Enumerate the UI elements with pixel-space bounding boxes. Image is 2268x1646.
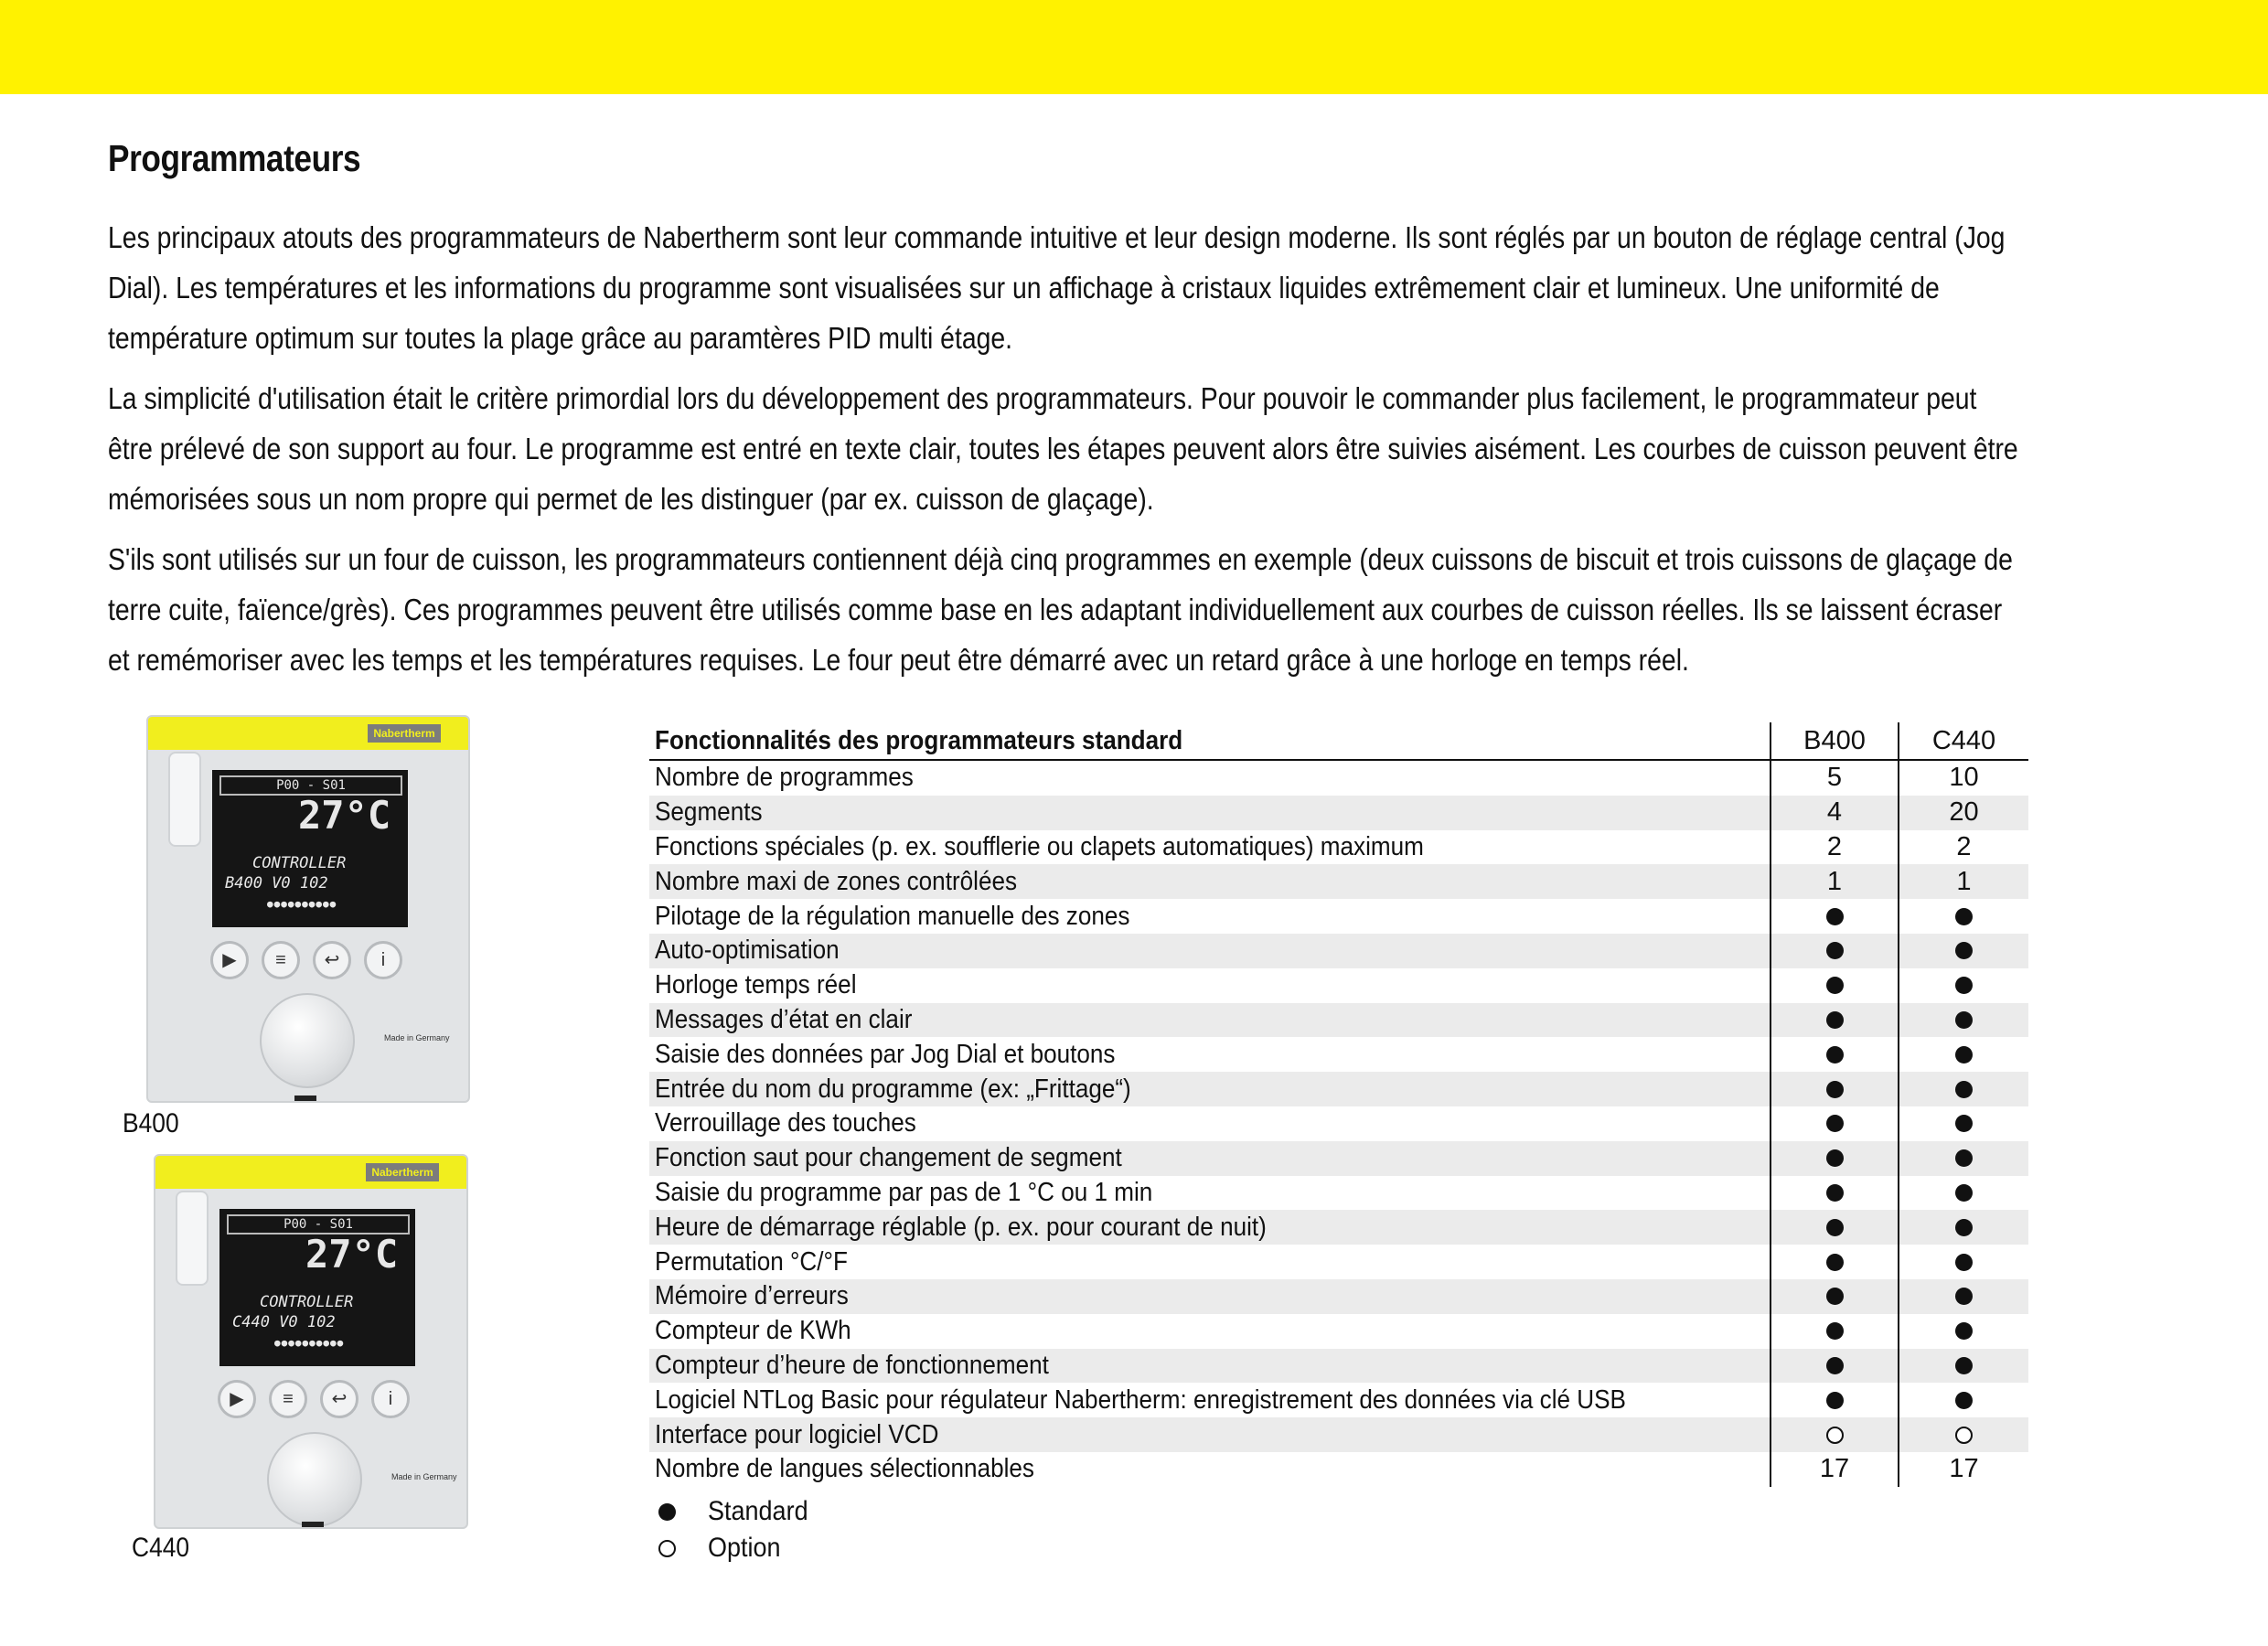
device-foot — [302, 1522, 324, 1527]
filled-dot-icon — [1826, 942, 1844, 959]
page-title: Programmateurs — [108, 137, 361, 179]
filled-dot-icon — [1826, 1322, 1844, 1340]
filled-dot-icon — [1955, 1115, 1973, 1132]
table-body — [649, 761, 2028, 1487]
feature-cell: Pilotage de la régulation manuelle des zones — [655, 901, 1130, 931]
filled-dot-icon — [1955, 1254, 1973, 1271]
filled-dot-icon — [1955, 1288, 1973, 1305]
legend-item-option — [658, 1530, 819, 1566]
display-program-segment: P00 - S01 — [219, 775, 402, 796]
feature-cell: Heure de démarrage réglable (p. ex. pour courant de nuit) — [655, 1212, 1267, 1242]
table-row — [649, 1452, 2028, 1487]
filled-dot-icon — [1826, 1115, 1844, 1132]
filled-dot-icon — [1826, 1357, 1844, 1374]
header-c440: C440 — [1898, 722, 2028, 759]
device-display — [219, 1209, 415, 1366]
feature-cell: Auto-optimisation — [655, 935, 840, 966]
feature-cell: Nombre de langues sélectionnables — [655, 1454, 1034, 1484]
c440-cell — [1898, 968, 2028, 1003]
b400-cell — [1770, 934, 1898, 968]
brand-logo: Nabertherm — [366, 1163, 439, 1181]
b400-cell — [1770, 968, 1898, 1003]
b400-cell — [1770, 899, 1898, 934]
feature-cell: Nombre de programmes — [655, 763, 914, 793]
intro-paragraph: S'ils sont utilisés sur un four de cuisson, les programmateurs contiennent déjà cinq programmes en exemple (deux cuissons de biscuit et trois cuissons de glaçage de terre cuite, faïence/grès). Ces programmes peuvent être utilisés comme base en les adaptant individuellement aux courbes de cuisson réelles. Ils se laissent écraser et remémoriser avec les temps et les températures requises. Le four peut être démarré avec un retard grâce à une horloge en temps réel. — [108, 542, 2013, 677]
device-display — [212, 770, 408, 927]
c440-cell — [1898, 1176, 2028, 1211]
filled-dot-icon — [1826, 977, 1844, 994]
filled-dot-icon — [1955, 1322, 1973, 1340]
table-row — [649, 934, 2028, 968]
display-dots: ●●●●●●●●●● — [267, 898, 337, 910]
controller-image-b400 — [146, 715, 470, 1103]
feature-cell: Logiciel NTLog Basic pour régulateur Nabertherm: enregistrement des données via clé USB — [655, 1384, 1626, 1415]
feature-cell: Horloge temps réel — [655, 970, 857, 1000]
device-tab — [168, 752, 201, 847]
b400-cell — [1770, 1245, 1898, 1279]
jog-dial — [260, 993, 355, 1088]
intro-paragraph: La simplicité d'utilisation était le critère primordial lors du développement des programmateurs. Pour pouvoir le commander plus facilement, le programmateur peut être prélevé de son support au four. Le programme est entré en texte clair, toutes les étapes peuvent alors être suivies aisément. Les courbes de cuisson peuvent être mémorisées sous un nom propre qui permet de les distinguer (par ex. cuisson de glaçage). — [108, 381, 2018, 516]
header-feature: Fonctionnalités des programmateurs standard — [655, 725, 1183, 755]
c440-cell — [1898, 1279, 2028, 1314]
filled-dot-icon — [1826, 1149, 1844, 1167]
filled-dot-icon — [1955, 908, 1973, 925]
intro-text — [108, 212, 2027, 695]
table-row — [649, 761, 2028, 796]
table-row — [649, 968, 2028, 1003]
menu-icon: ≡ — [269, 1380, 307, 1418]
feature-cell: Mémoire d’erreurs — [655, 1281, 849, 1311]
b400-cell: 17 — [1770, 1452, 1898, 1487]
table-row — [649, 1245, 2028, 1279]
c440-cell: 1 — [1898, 864, 2028, 899]
feature-cell: Segments — [655, 797, 763, 828]
b400-cell: 4 — [1770, 796, 1898, 830]
display-line: B400 V0 102 — [225, 874, 328, 892]
filled-dot-icon — [1955, 1081, 1973, 1098]
device-label-c440: C440 — [132, 1533, 190, 1563]
b400-cell — [1770, 1141, 1898, 1176]
table-row — [649, 1279, 2028, 1314]
features-table — [649, 722, 2028, 1487]
jog-dial — [267, 1432, 362, 1527]
c440-cell — [1898, 1106, 2028, 1141]
table-row — [649, 1210, 2028, 1245]
filled-dot-icon — [1826, 1184, 1844, 1202]
table-row — [649, 1037, 2028, 1072]
filled-dot-icon — [1826, 1011, 1844, 1029]
back-icon: ↩ — [313, 941, 351, 979]
filled-dot-icon — [1826, 1392, 1844, 1409]
filled-dot-icon — [1955, 1011, 1973, 1029]
device-label-b400: B400 — [123, 1108, 179, 1138]
table-row — [649, 1003, 2028, 1038]
feature-cell: Saisie des données par Jog Dial et boutons — [655, 1039, 1116, 1069]
feature-cell: Saisie du programme par pas de 1 °C ou 1 min — [655, 1177, 1153, 1207]
filled-dot-icon — [1826, 908, 1844, 925]
b400-cell — [1770, 1279, 1898, 1314]
feature-cell: Fonctions spéciales (p. ex. soufflerie ou clapets automatiques) maximum — [655, 831, 1424, 861]
b400-cell — [1770, 1037, 1898, 1072]
c440-cell — [1898, 1349, 2028, 1384]
filled-dot-icon — [1826, 1254, 1844, 1271]
filled-dot-icon — [1955, 1219, 1973, 1236]
feature-cell: Verrouillage des touches — [655, 1108, 916, 1138]
b400-cell — [1770, 1383, 1898, 1417]
display-temperature: 27°C — [305, 1232, 399, 1277]
header-b400: B400 — [1770, 722, 1898, 759]
c440-cell — [1898, 899, 2028, 934]
feature-cell: Nombre maxi de zones contrôlées — [655, 866, 1018, 896]
c440-cell — [1898, 1072, 2028, 1106]
b400-cell — [1770, 1072, 1898, 1106]
filled-dot-icon — [1826, 1081, 1844, 1098]
open-circle-icon — [1955, 1427, 1973, 1444]
open-circle-icon — [658, 1540, 708, 1557]
filled-dot-icon — [1955, 1184, 1973, 1202]
made-in-label: Made in Germany — [391, 1472, 457, 1481]
c440-cell — [1898, 1210, 2028, 1245]
c440-cell: 10 — [1898, 761, 2028, 796]
c440-cell — [1898, 1245, 2028, 1279]
made-in-label: Made in Germany — [384, 1033, 450, 1042]
b400-cell — [1770, 1106, 1898, 1141]
intro-paragraph: Les principaux atouts des programmateurs de Nabertherm sont leur commande intuitive et leur design moderne. Ils sont réglés par un bouton de réglage central (Jog Dial). Les températures et les informations du programme sont visualisées sur un affichage à cristaux liquides extrêmement clair et lumineux. Une uniformité de température optimum sur toutes la plage grâce au paramtères PID multi étage. — [108, 220, 2006, 355]
display-program-segment: P00 - S01 — [227, 1214, 410, 1234]
b400-cell — [1770, 1210, 1898, 1245]
info-icon: i — [364, 941, 402, 979]
table-row — [649, 1349, 2028, 1384]
b400-cell — [1770, 1003, 1898, 1038]
table-row — [649, 1417, 2028, 1452]
table-row — [649, 1072, 2028, 1106]
display-line: CONTROLLER — [252, 854, 347, 872]
device-foot — [294, 1096, 316, 1101]
controller-image-c440 — [154, 1154, 468, 1529]
filled-dot-icon — [658, 1503, 708, 1521]
b400-cell — [1770, 1314, 1898, 1349]
feature-cell: Compteur de KWh — [655, 1316, 851, 1346]
filled-dot-icon — [1955, 1357, 1973, 1374]
c440-cell — [1898, 1003, 2028, 1038]
feature-cell: Permutation °C/°F — [655, 1246, 848, 1277]
c440-cell — [1898, 1141, 2028, 1176]
filled-dot-icon — [1826, 1046, 1844, 1063]
table-row — [649, 864, 2028, 899]
b400-cell: 1 — [1770, 864, 1898, 899]
table-row — [649, 1141, 2028, 1176]
display-temperature: 27°C — [298, 793, 391, 838]
info-icon: i — [371, 1380, 410, 1418]
table-row — [649, 796, 2028, 830]
b400-cell — [1770, 1417, 1898, 1452]
c440-cell — [1898, 1383, 2028, 1417]
c440-cell: 20 — [1898, 796, 2028, 830]
feature-cell: Entrée du nom du programme (ex: „Frittage“) — [655, 1074, 1131, 1104]
legend-label: Option — [708, 1533, 781, 1563]
table-row — [649, 1314, 2028, 1349]
filled-dot-icon — [1826, 1219, 1844, 1236]
feature-cell: Interface pour logiciel VCD — [655, 1419, 939, 1449]
b400-cell — [1770, 1176, 1898, 1211]
c440-cell — [1898, 934, 2028, 968]
filled-dot-icon — [1826, 1288, 1844, 1305]
top-yellow-band — [0, 0, 2268, 94]
play-icon: ▶ — [210, 941, 249, 979]
filled-dot-icon — [1955, 1149, 1973, 1167]
feature-cell: Compteur d’heure de fonctionnement — [655, 1350, 1049, 1380]
device-tab — [176, 1191, 209, 1286]
table-row — [649, 830, 2028, 865]
filled-dot-icon — [1955, 942, 1973, 959]
b400-cell — [1770, 1349, 1898, 1384]
table-header — [649, 722, 2028, 761]
table-row — [649, 1176, 2028, 1211]
b400-cell: 5 — [1770, 761, 1898, 796]
c440-cell — [1898, 1417, 2028, 1452]
menu-icon: ≡ — [262, 941, 300, 979]
legend-label: Standard — [708, 1496, 808, 1526]
feature-cell: Fonction saut pour changement de segment — [655, 1143, 1122, 1173]
filled-dot-icon — [1955, 1392, 1973, 1409]
table-row — [649, 899, 2028, 934]
c440-cell: 2 — [1898, 830, 2028, 865]
display-line: CONTROLLER — [260, 1293, 354, 1311]
legend-item-standard — [658, 1493, 819, 1530]
feature-cell: Messages d’état en clair — [655, 1004, 913, 1034]
filled-dot-icon — [1955, 977, 1973, 994]
open-circle-icon — [1826, 1427, 1844, 1444]
c440-cell — [1898, 1314, 2028, 1349]
back-icon: ↩ — [320, 1380, 358, 1418]
b400-cell: 2 — [1770, 830, 1898, 865]
display-dots: ●●●●●●●●●● — [274, 1337, 345, 1349]
brand-logo: Nabertherm — [368, 724, 441, 743]
table-row — [649, 1383, 2028, 1417]
c440-cell — [1898, 1037, 2028, 1072]
c440-cell: 17 — [1898, 1452, 2028, 1487]
play-icon: ▶ — [218, 1380, 256, 1418]
display-line: C440 V0 102 — [232, 1313, 336, 1331]
table-row — [649, 1106, 2028, 1141]
legend — [658, 1493, 819, 1566]
filled-dot-icon — [1955, 1046, 1973, 1063]
